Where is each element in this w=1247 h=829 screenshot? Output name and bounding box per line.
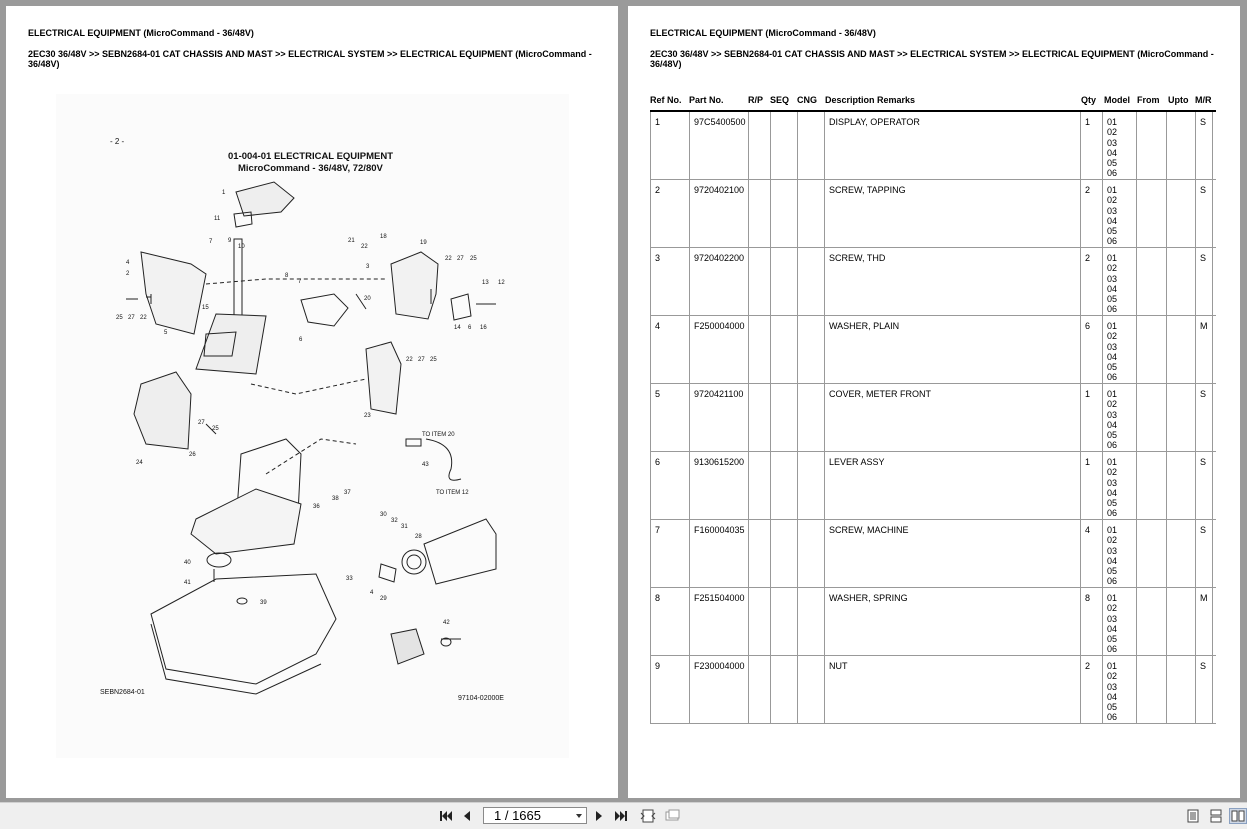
part-number-cell: 9720402100 <box>690 180 749 247</box>
callout: 4 <box>126 260 130 266</box>
upto-cell <box>1167 180 1196 247</box>
callout: 24 <box>136 460 143 466</box>
model-code: 04 <box>1107 623 1118 634</box>
diagram-linework <box>126 182 496 694</box>
mr-cell: S <box>1196 384 1213 451</box>
model-code: 02 <box>1107 331 1118 342</box>
model-code: 06 <box>1107 168 1118 179</box>
model-code: 05 <box>1107 430 1118 441</box>
fit-page-icon[interactable] <box>639 808 657 824</box>
qty-cell: 1 <box>1081 112 1103 179</box>
left-page <box>6 6 618 798</box>
callout: 9 <box>228 238 232 244</box>
right-page <box>628 6 1240 798</box>
from-cell <box>1137 520 1167 587</box>
model-code: 02 <box>1107 671 1118 682</box>
model-code: 02 <box>1107 263 1118 274</box>
ref-cell: 6 <box>651 452 690 519</box>
rp-cell <box>749 180 771 247</box>
callout: 25 <box>470 256 477 262</box>
ref-cell: 2 <box>651 180 690 247</box>
part-number-cell: F250004000 <box>690 316 749 383</box>
rp-cell <box>749 112 771 179</box>
model-cell <box>1103 588 1137 655</box>
callout: 41 <box>184 580 191 586</box>
callout: 12 <box>498 280 505 286</box>
model-code: 02 <box>1107 603 1118 614</box>
model-code: 01 <box>1107 457 1118 467</box>
table-body <box>650 112 1216 724</box>
callout: 25 <box>430 357 437 363</box>
cng-cell <box>798 248 825 315</box>
model-code: 05 <box>1107 634 1118 645</box>
qty-cell: 1 <box>1081 452 1103 519</box>
callout: 25 <box>212 426 219 432</box>
upto-cell <box>1167 588 1196 655</box>
model-cell <box>1103 248 1137 315</box>
model-code: 03 <box>1107 477 1118 488</box>
callout: 16 <box>480 325 487 331</box>
cng-cell <box>798 656 825 723</box>
callout: 31 <box>401 524 408 530</box>
from-cell <box>1137 112 1167 179</box>
model-code: 03 <box>1107 273 1118 284</box>
page-title: ELECTRICAL EQUIPMENT (MicroCommand - 36/48V) <box>650 28 876 38</box>
model-code: 05 <box>1107 294 1118 305</box>
callout: 11 <box>214 216 221 222</box>
callout: 19 <box>420 240 427 246</box>
cng-cell <box>798 588 825 655</box>
to-item-12-label: TO ITEM 12 <box>436 490 469 496</box>
header-rp: R/P <box>748 95 764 105</box>
model-cell <box>1103 316 1137 383</box>
callout: 27 <box>457 256 464 262</box>
chevron-down-icon <box>576 814 582 818</box>
cng-cell <box>798 180 825 247</box>
callout: 22 <box>406 357 413 363</box>
upto-cell <box>1167 656 1196 723</box>
callout: 43 <box>422 462 429 468</box>
model-cell <box>1103 520 1137 587</box>
model-code: 01 <box>1107 525 1118 535</box>
table-row <box>650 384 1216 452</box>
qty-cell: 4 <box>1081 520 1103 587</box>
model-code: 01 <box>1107 321 1118 331</box>
cng-cell <box>798 452 825 519</box>
model-code: 04 <box>1107 487 1118 498</box>
qty-cell: 2 <box>1081 656 1103 723</box>
diagram-title-line1: 01-004-01 ELECTRICAL EQUIPMENT <box>228 151 394 162</box>
table-header <box>650 90 1216 112</box>
mr-cell: S <box>1196 112 1213 179</box>
header-model: Model <box>1104 95 1130 105</box>
header-cng: CNG <box>797 95 817 105</box>
mr-cell: M <box>1196 588 1213 655</box>
model-code: 05 <box>1107 158 1118 169</box>
model-code: 01 <box>1107 253 1118 263</box>
model-code: 03 <box>1107 205 1118 216</box>
callout: 32 <box>391 518 398 524</box>
callout: 38 <box>332 496 339 502</box>
cng-cell <box>798 384 825 451</box>
model-code: 03 <box>1107 341 1118 352</box>
model-code: 04 <box>1107 283 1118 294</box>
continuous-icon[interactable] <box>1208 808 1224 824</box>
model-code: 05 <box>1107 566 1118 577</box>
header-seq: SEQ <box>770 95 790 105</box>
callout: 2 <box>126 271 130 277</box>
rp-cell <box>749 656 771 723</box>
ref-cell: 3 <box>651 248 690 315</box>
viewer-toolbar <box>0 802 1247 829</box>
part-number-cell: 97C5400500 <box>690 112 749 179</box>
callout: 39 <box>260 600 267 606</box>
seq-cell <box>771 588 798 655</box>
model-code: 03 <box>1107 409 1118 420</box>
model-code: 04 <box>1107 419 1118 430</box>
prev-page-icon[interactable] <box>460 808 474 824</box>
upto-cell <box>1167 452 1196 519</box>
description-cell: SCREW, MACHINE <box>825 520 1081 587</box>
parts-table <box>650 90 1216 724</box>
part-number-cell: 9720402200 <box>690 248 749 315</box>
callout: 21 <box>348 238 355 244</box>
from-cell <box>1137 384 1167 451</box>
seq-cell <box>771 520 798 587</box>
model-code: 03 <box>1107 137 1118 148</box>
model-cell <box>1103 112 1137 179</box>
callout: 40 <box>184 560 191 566</box>
model-code: 05 <box>1107 226 1118 237</box>
model-code: 02 <box>1107 195 1118 206</box>
qty-cell: 6 <box>1081 316 1103 383</box>
model-code: 01 <box>1107 185 1118 195</box>
mr-cell: S <box>1196 520 1213 587</box>
from-cell <box>1137 588 1167 655</box>
table-row <box>650 588 1216 656</box>
model-code: 06 <box>1107 440 1118 451</box>
upto-cell <box>1167 384 1196 451</box>
model-cell <box>1103 452 1137 519</box>
header-upto: Upto <box>1168 95 1189 105</box>
page-indicator: 1 / 1665 <box>494 808 541 823</box>
model-code: 04 <box>1107 147 1118 158</box>
upto-cell <box>1167 316 1196 383</box>
callout: 22 <box>445 256 452 262</box>
from-cell <box>1137 656 1167 723</box>
model-code: 05 <box>1107 498 1118 509</box>
callout: 13 <box>482 280 489 286</box>
callout: 27 <box>418 357 425 363</box>
from-cell <box>1137 248 1167 315</box>
rp-cell <box>749 316 771 383</box>
rp-cell <box>749 588 771 655</box>
callout: 3 <box>366 264 370 270</box>
callout: 5 <box>164 330 168 336</box>
diagram-title-line2: MicroCommand - 36/48V, 72/80V <box>238 163 383 174</box>
mr-cell: S <box>1196 452 1213 519</box>
callout: 30 <box>380 512 387 518</box>
mr-cell: S <box>1196 656 1213 723</box>
seq-cell <box>771 384 798 451</box>
model-code: 06 <box>1107 236 1118 247</box>
callout: 27 <box>198 420 205 426</box>
description-cell: WASHER, PLAIN <box>825 316 1081 383</box>
table-row <box>650 112 1216 180</box>
model-code: 02 <box>1107 127 1118 138</box>
rp-cell <box>749 248 771 315</box>
model-code: 01 <box>1107 661 1118 671</box>
cng-cell <box>798 316 825 383</box>
rp-cell <box>749 384 771 451</box>
callout: 22 <box>140 315 147 321</box>
description-cell: LEVER ASSY <box>825 452 1081 519</box>
qty-cell: 2 <box>1081 248 1103 315</box>
callout: 20 <box>364 296 371 302</box>
callout: 18 <box>380 234 387 240</box>
upto-cell <box>1167 248 1196 315</box>
table-row <box>650 452 1216 520</box>
model-cell <box>1103 656 1137 723</box>
part-number-cell: F160004035 <box>690 520 749 587</box>
first-page-icon[interactable] <box>438 808 454 824</box>
description-cell: SCREW, THD <box>825 248 1081 315</box>
callout: 10 <box>238 244 245 250</box>
model-code: 06 <box>1107 508 1118 519</box>
model-code: 02 <box>1107 535 1118 546</box>
upto-cell <box>1167 520 1196 587</box>
model-code: 01 <box>1107 593 1118 603</box>
table-row <box>650 520 1216 588</box>
seq-cell <box>771 656 798 723</box>
model-code: 05 <box>1107 362 1118 373</box>
from-cell <box>1137 316 1167 383</box>
from-cell <box>1137 180 1167 247</box>
header-from: From <box>1137 95 1160 105</box>
model-code: 01 <box>1107 117 1118 127</box>
single-page-icon[interactable] <box>1185 808 1201 824</box>
ref-cell: 7 <box>651 520 690 587</box>
part-number-cell: 9720421100 <box>690 384 749 451</box>
callout: 1 <box>222 190 226 196</box>
rp-cell <box>749 520 771 587</box>
breadcrumb: 2EC30 36/48V >> SEBN2684-01 CAT CHASSIS AND MAST >> ELECTRICAL SYSTEM >> ELECTRICAL EQUIPMENT (MicroCommand - 36/48V) <box>650 49 1214 69</box>
header-mr: M/R <box>1195 95 1212 105</box>
callout: 6 <box>299 337 303 343</box>
seq-cell <box>771 316 798 383</box>
model-code: 06 <box>1107 304 1118 315</box>
model-cell <box>1103 384 1137 451</box>
header-ref: Ref No. <box>650 95 682 105</box>
header-desc: Description Remarks <box>825 95 916 105</box>
table-row <box>650 180 1216 248</box>
table-row <box>650 656 1216 724</box>
model-code: 03 <box>1107 613 1118 624</box>
diagram-footer-left: SEBN2684-01 <box>100 689 145 696</box>
cng-cell <box>798 112 825 179</box>
callout: 42 <box>443 620 450 626</box>
model-code: 01 <box>1107 389 1118 399</box>
model-code: 04 <box>1107 351 1118 362</box>
callout: 14 <box>454 325 461 331</box>
cng-cell <box>798 520 825 587</box>
seq-cell <box>771 180 798 247</box>
ref-cell: 5 <box>651 384 690 451</box>
model-code: 06 <box>1107 576 1118 587</box>
table-row <box>650 316 1216 384</box>
from-cell <box>1137 452 1167 519</box>
part-number-cell: F230004000 <box>690 656 749 723</box>
description-cell: WASHER, SPRING <box>825 588 1081 655</box>
diagram-page-mark: - 2 - <box>110 137 125 146</box>
mr-cell: S <box>1196 180 1213 247</box>
seq-cell <box>771 112 798 179</box>
model-code: 06 <box>1107 644 1118 655</box>
model-cell <box>1103 180 1137 247</box>
description-cell: DISPLAY, OPERATOR <box>825 112 1081 179</box>
model-code: 03 <box>1107 545 1118 556</box>
exploded-parts-diagram <box>56 94 569 758</box>
callout: 15 <box>202 305 209 311</box>
part-number-cell: F251504000 <box>690 588 749 655</box>
ref-cell: 9 <box>651 656 690 723</box>
header-part: Part No. <box>689 95 724 105</box>
seq-cell <box>771 248 798 315</box>
callout: 28 <box>415 534 422 540</box>
description-cell: COVER, METER FRONT <box>825 384 1081 451</box>
model-code: 04 <box>1107 215 1118 226</box>
model-code: 03 <box>1107 681 1118 692</box>
model-code: 04 <box>1107 555 1118 566</box>
callout: 36 <box>313 504 320 510</box>
mr-cell: M <box>1196 316 1213 383</box>
callout: 7 <box>298 279 302 285</box>
callout: 27 <box>128 315 135 321</box>
ref-cell: 4 <box>651 316 690 383</box>
ref-cell: 8 <box>651 588 690 655</box>
qty-cell: 2 <box>1081 180 1103 247</box>
next-page-icon[interactable] <box>592 808 606 824</box>
mr-cell: S <box>1196 248 1213 315</box>
diagram-footer-right: 97104-02000E <box>458 695 504 702</box>
to-item-20-label: TO ITEM 20 <box>422 432 455 438</box>
model-code: 06 <box>1107 712 1118 723</box>
rp-cell <box>749 452 771 519</box>
model-code: 06 <box>1107 372 1118 383</box>
qty-cell: 1 <box>1081 384 1103 451</box>
model-code: 02 <box>1107 467 1118 478</box>
qty-cell: 8 <box>1081 588 1103 655</box>
table-row <box>650 248 1216 316</box>
callout: 4 <box>370 590 374 596</box>
last-page-icon[interactable] <box>613 808 629 824</box>
diagram-drawing <box>56 94 569 758</box>
callout: 25 <box>116 315 123 321</box>
callout: 22 <box>361 244 368 250</box>
description-cell: NUT <box>825 656 1081 723</box>
callout: 6 <box>468 325 472 331</box>
description-cell: SCREW, TAPPING <box>825 180 1081 247</box>
header-qty: Qty <box>1081 95 1097 105</box>
callout: 7 <box>209 239 213 245</box>
model-code: 05 <box>1107 702 1118 713</box>
callout: 8 <box>285 273 289 279</box>
page-number-select[interactable] <box>483 807 587 824</box>
page-title: ELECTRICAL EQUIPMENT (MicroCommand - 36/48V) <box>28 28 254 38</box>
two-page-icon[interactable] <box>1229 808 1247 824</box>
model-code: 02 <box>1107 399 1118 410</box>
breadcrumb: 2EC30 36/48V >> SEBN2684-01 CAT CHASSIS AND MAST >> ELECTRICAL SYSTEM >> ELECTRICAL EQUIPMENT (MicroCommand - 36/48V) <box>28 49 592 69</box>
callout: 37 <box>344 490 351 496</box>
callout: 26 <box>189 452 196 458</box>
upto-cell <box>1167 112 1196 179</box>
ref-cell: 1 <box>651 112 690 179</box>
callout: 23 <box>364 413 371 419</box>
fit-width-icon[interactable] <box>663 808 681 824</box>
model-code: 04 <box>1107 691 1118 702</box>
seq-cell <box>771 452 798 519</box>
callout: 33 <box>346 576 353 582</box>
part-number-cell: 9130615200 <box>690 452 749 519</box>
callout: 29 <box>380 596 387 602</box>
